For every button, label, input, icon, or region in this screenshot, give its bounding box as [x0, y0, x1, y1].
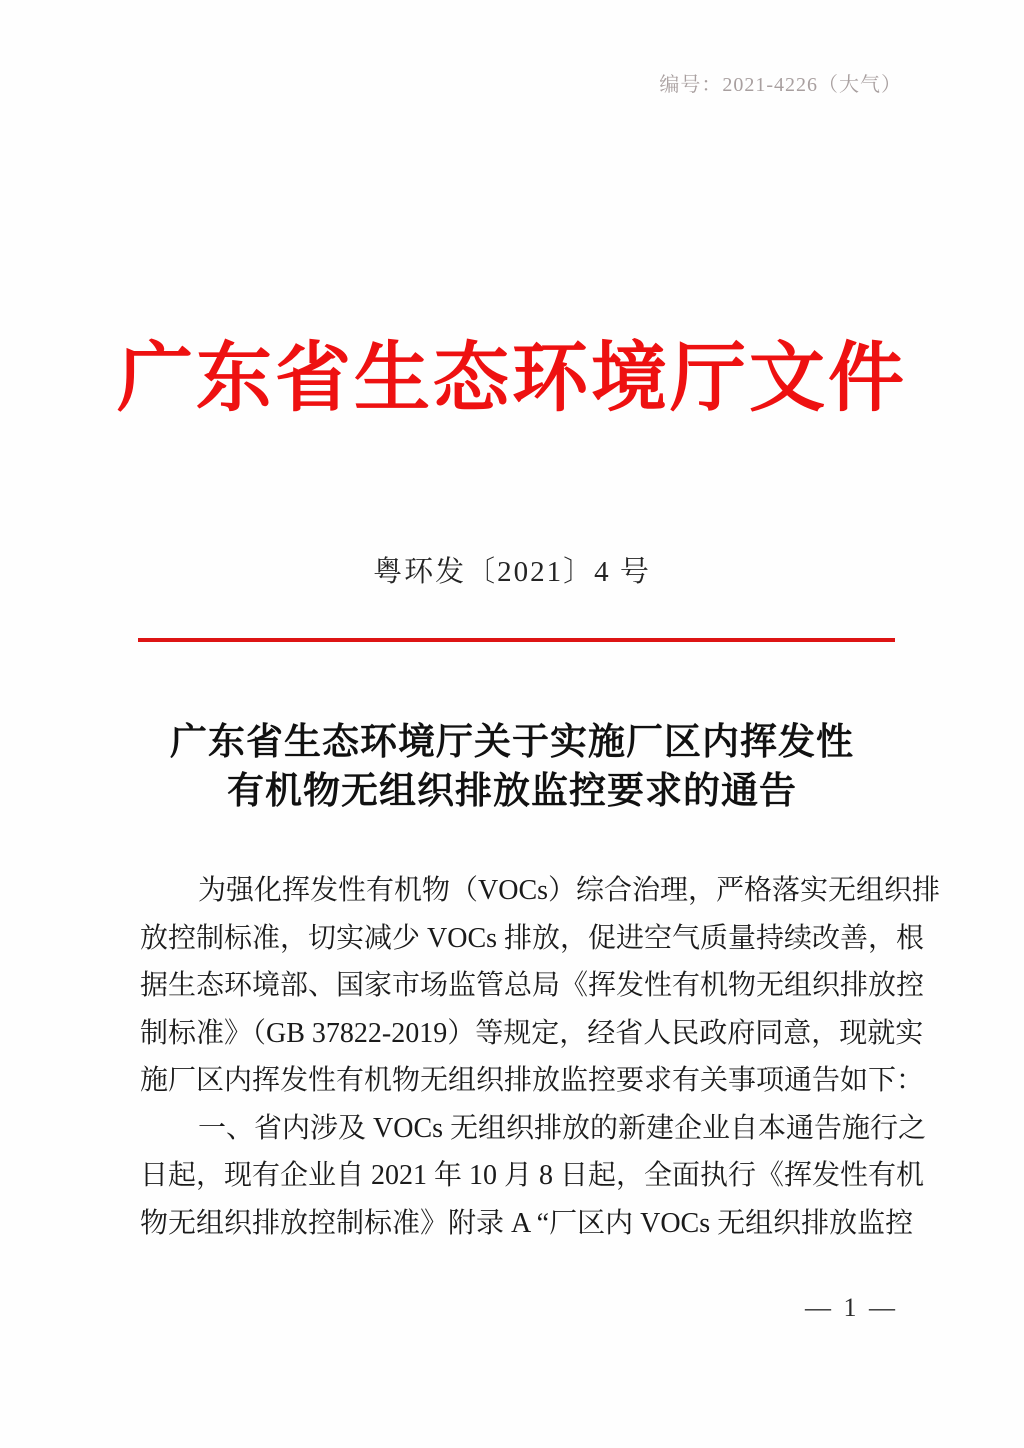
body-line: 据生态环境部、国家市场监管总局《挥发性有机物无组织排放控	[140, 970, 925, 1001]
document-code: 编号：2021-4226（大气）	[659, 74, 902, 96]
letterhead-org-title: 广东省生态环境厅文件	[117, 337, 907, 421]
body-line: 日起，现有企业自 2021 年 10 月 8 日起，全面执行《挥发性有机	[140, 1160, 925, 1191]
document-number: 粤环发〔2021〕4 号	[373, 556, 651, 588]
notice-body	[140, 867, 941, 1247]
body-line: 物无组织排放控制标准》附录 A “厂区内 VOCs 无组织排放监控	[140, 1207, 914, 1239]
page-number: — 1 —	[805, 1293, 898, 1322]
notice-title	[0, 717, 1024, 815]
body-line: 为强化挥发性有机物（VOCs）综合治理，严格落实无组织排	[198, 875, 941, 906]
body-line: 放控制标准，切实减少 VOCs 排放，促进空气质量持续改善，根	[140, 922, 925, 954]
notice-title-line2: 有机物无组织排放监控要求的通告	[227, 770, 797, 811]
notice-title-line1: 广东省生态环境厅关于实施厂区内挥发性	[170, 721, 854, 762]
body-line: 制标准》（GB 37822-2019）等规定，经省人民政府同意，现就实	[140, 1017, 924, 1049]
body-line: 施厂区内挥发性有机物无组织排放监控要求有关事项通告如下：	[140, 1065, 925, 1096]
body-line: 一、省内涉及 VOCs 无组织排放的新建企业自本通告施行之	[198, 1112, 927, 1144]
letterhead-red-divider	[138, 638, 895, 642]
